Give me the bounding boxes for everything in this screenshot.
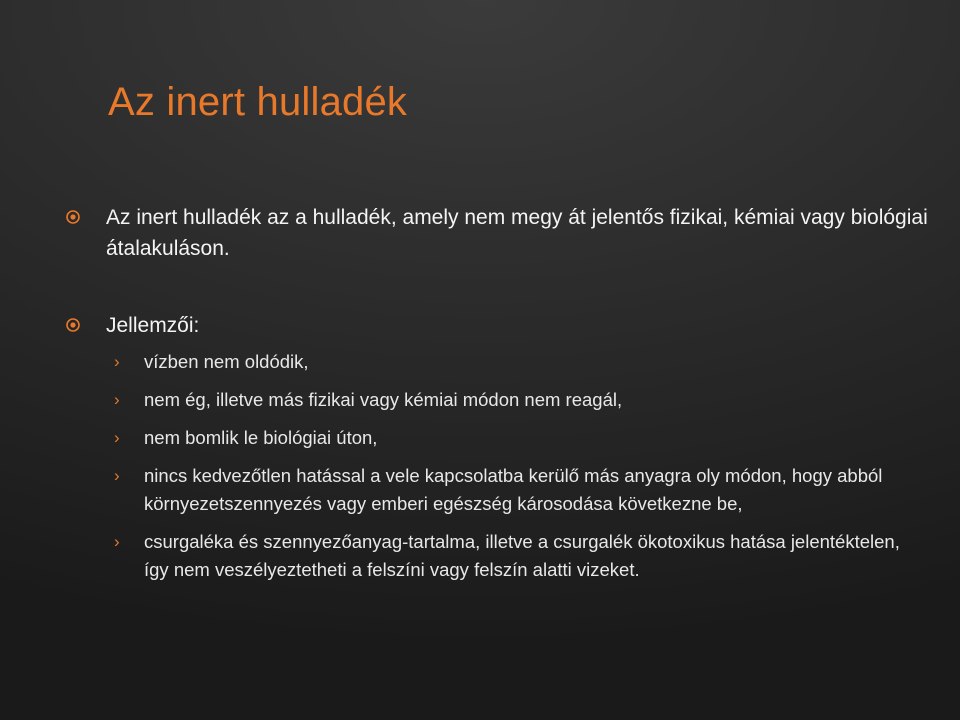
list-item-text: csurgaléka és szennyezőanyag-tartalma, illetve a csurgalék ökotoxikus hatása jelentéktelen, így nem veszélyeztetheti a felszíni vagy felszín alatti vizeket.: [144, 531, 900, 580]
list-item: [62, 424, 904, 452]
chevron-right-icon: ›: [114, 532, 120, 551]
characteristics-list: [62, 348, 942, 584]
chevron-right-icon: ›: [114, 466, 120, 485]
bullet-definition: [62, 202, 942, 264]
slide-content: [62, 202, 942, 600]
list-item-text: nem bomlik le biológiai úton,: [144, 427, 378, 448]
list-item: [62, 528, 904, 584]
list-item-text: nincs kedvezőtlen hatással a vele kapcsolatba kerülő más anyagra oly módon, hogy abból környezetszennyezés vagy emberi egészség károsodása következne be,: [144, 465, 883, 514]
bullet-characteristics: [62, 310, 942, 341]
target-bullet-icon: [66, 210, 80, 224]
chevron-right-icon: ›: [114, 352, 120, 371]
list-item: [62, 348, 904, 376]
bullet-text: Az inert hulladék az a hulladék, amely nem megy át jelentős fizikai, kémiai vagy biológiai átalakuláson.: [106, 206, 928, 260]
slide-title: Az inert hulladék: [108, 80, 408, 124]
bullet-text: Jellemzői:: [106, 314, 200, 337]
list-item-text: vízben nem oldódik,: [144, 351, 309, 372]
list-item: [62, 462, 904, 518]
chevron-right-icon: ›: [114, 428, 120, 447]
target-bullet-icon: [66, 318, 80, 332]
list-item-text: nem ég, illetve más fizikai vagy kémiai módon nem reagál,: [144, 389, 623, 410]
list-item: [62, 386, 904, 414]
chevron-right-icon: ›: [114, 390, 120, 409]
